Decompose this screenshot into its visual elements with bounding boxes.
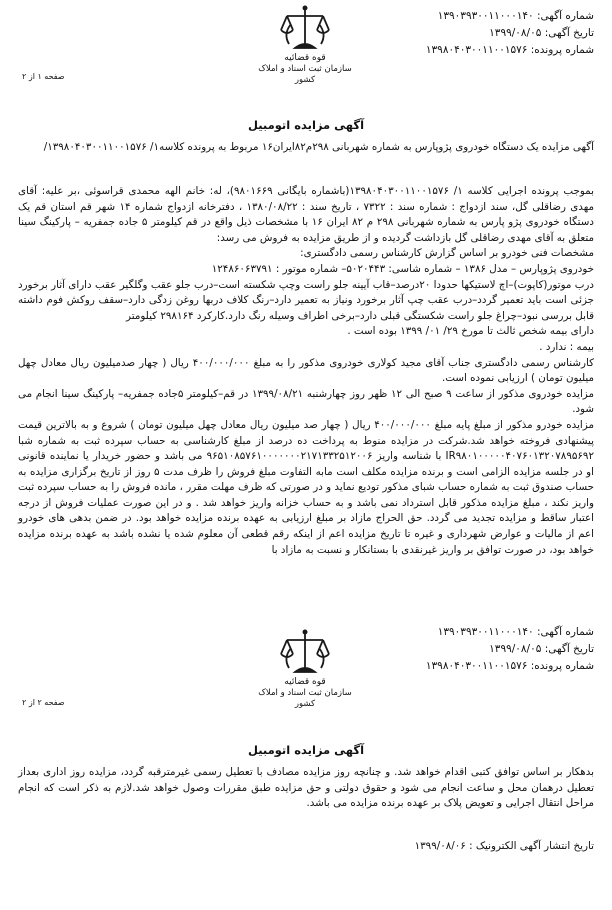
file-number: شماره پرونده: ۱۳۹۸۰۴۰۳۰۰۱۱۰۰۱۵۷۶ [425, 44, 594, 56]
notice-body [18, 765, 594, 812]
paragraph: بیمه : ندارد . [539, 340, 594, 353]
logo-org-bottom: سازمان ثبت اسناد و املاک کشور [258, 688, 352, 709]
paragraph: دارای بیمه شخص ثالث تا مورخ ۲۹/ ۰۱/ ۱۳۹۹ بوده است . [347, 325, 594, 338]
paragraph: مزایده خودرو مذکور از مبلغ پایه مبلغ ۴۰۰/۰۰۰/۰۰۰ ریال ( چهار صد میلیون ریال معادل چهل میلیون تومان ) شروع و به بالاترین قیمت پیشنهادی فروخته خواهد شد.شرکت در مزایده منوط به پرداخت ده درصد از مبلغ کارشناسی به حساب سپرده ثبت به شماره شبا IR۹۸۰۱۰۰۰۰۰۴۰۷۶۰۱۳۲۰۷۸۹۵۶۹۲ با شناسه واریز ۹۶۵۱۰۸۵۷۶۱۰۰۰۰۰۰۰۲۱۷۱۳۳۲۵۱۲۰۰۶ می باشد و حضور خریدار یا نماینده قانونی او در جلسه مزایده الزامی است و برنده مزایده مکلف است مابه التفاوت مبلغ فروش را ظرف مدت ۵ روز از تاریخ برگزاری مزایده به حساب صندوق ثبت به شماره حساب شبای مذکور تودیع نماید و در صورتی که ظرف مهلت مقرر ، مانده فروش را به حساب سپرده ثبت واریز نکند ، مبلغ مزایده مذکور قابل استرداد نمی باشد و به حساب خزانه واریز خواهد شد . و در این صورت عملیات فروش از درجه اعتبار ساقط و مزایده تجدید می گردد. حق الحراج مازاد بر مبلغ ارزیابی به عهده برنده مزایده خواهد بود. در ضمن بدهی های خودرو اعم از مالیات و عوارض شهرداری و غیره تا تاریخ مزایده اعم از اینکه رقم قطعی آن معلوم شده یا نشده باشد به عهده برنده مزایده خواهد بود، در صورت توافق بر واریز غیرنقدی با بستانکار و نسبت به مازاد با [18, 418, 594, 556]
notice-body [18, 184, 594, 558]
notice-number: شماره آگهی: ۱۳۹۰۳۹۳۰۰۱۱۰۰۰۱۴۰ [437, 10, 594, 22]
notice-subtitle [18, 140, 594, 156]
subtitle-text: آگهی مزایده یک دستگاه خودروی پژوپارس به شماره شهربانی ۲۹۸م۸۲ایران۱۶ مربوط به پرونده کلاسه۱/ ۱۳۹۸۰۴۰۳۰۰۱۱۰۰۱۵۷۶/ [43, 141, 594, 153]
notice-title: آگهی مزایده اتومبیل [247, 743, 365, 757]
logo-org-top: قوه قضائیه [284, 677, 326, 687]
notice-meta [426, 8, 594, 59]
notice-page-2 [0, 590, 612, 910]
notice-date: تاریخ آگهی: ۱۳۹۹/۰۸/۰۵ [489, 27, 594, 39]
notice-date: تاریخ آگهی: ۱۳۹۹/۰۸/۰۵ [489, 643, 594, 655]
paragraph: کارشناس رسمی دادگستری جناب آقای مجید کولاری خودروی مذکور را به مبلغ ۴۰۰/۰۰۰/۰۰۰ ریال ( چهار صدمیلیون ریال معادل چهل میلیون تومان ) ارزیابی نموده است. [18, 356, 594, 385]
paragraph: بموجب پرونده اجرایی کلاسه ۱/ ۱۳۹۸۰۴۰۳۰۰۱۱۰۰۱۵۷۶(باشماره بایگانی ۹۸۰۱۶۶۹)، له: خانم الهه محمدی قراسوئی ،بر علیه: آقای مهدی رضاقلی گل، سند ازدواج : شماره سند : ۷۳۲۲ ، تاریخ سند : ۱۳۸۰/۰۸/۲۲ ، دفترخانه ازدواج شماره ۱۴ شهر قم استان قم یک دستگاه خودروی پژو پارس به شماره شهربانی ۲۹۸ م ۸۲ ایران ۱۶ با مشخصات ذیل واقع در قم کیلومتر ۵ جاده جمفریه – پارکینگ سینا متعلق به آقای مهدی رضاقلی گل بازداشت گردیده و از طریق مزایده به فروش می رسد: [18, 185, 595, 244]
notice-title: آگهی مزایده اتومبیل [247, 118, 365, 132]
paragraph: خودروی پژوپارس – مدل ۱۳۸۶ – شماره شاسی: ۵۰۲۰۴۴۳– شماره موتور : ۱۲۴۸۶۰۶۳۷۹۱ [211, 262, 594, 275]
paragraph: مزایده خودروی مذکور از ساعت ۹ صبح الی ۱۲ ظهر روز چهارشنبه ۱۳۹۹/۰۸/۲۱ در قم–کیلومتر ۵جاده جمفریه– پارکینگ سینا انجام می شود. [18, 387, 595, 416]
judiciary-logo [250, 4, 360, 86]
file-number: شماره پرونده: ۱۳۹۸۰۴۰۳۰۰۱۱۰۰۱۵۷۶ [425, 660, 594, 672]
notice-meta [426, 624, 594, 675]
judiciary-logo [250, 628, 360, 710]
scales-of-justice-icon [279, 4, 331, 52]
page-number: صفحه ۲ از ۲ [22, 698, 65, 707]
logo-org-top: قوه قضائیه [284, 53, 326, 63]
paragraph: بدهکار بر اساس توافق کتبی اقدام خواهد شد. و چنانچه روز مزایده مصادف با تعطیل رسمی غیرمترقبه گردد، مزایده روز اداری بعداز تعطیل درهمان محل و ساعت انجام می شود و حقوق دولتی و حق مزایده طبق مقررات وصول خواهد شد.لازم به ذکر است که انجام مراحل انتقال اجرایی و تعویض پلاک بر عهده برنده مزایده می باشد. [18, 766, 594, 810]
publication-date: تاریخ انتشار آگهی الکترونیک : ۱۳۹۹/۰۸/۰۶ [414, 840, 594, 852]
page-number: صفحه ۱ از ۲ [22, 72, 65, 81]
notice-number: شماره آگهی: ۱۳۹۰۳۹۳۰۰۱۱۰۰۰۱۴۰ [437, 626, 594, 638]
paragraph: مشخصات فنی خودرو بر اساس گزارش کارشناس رسمی دادگستری: [300, 247, 594, 260]
paragraph: درب موتور(کاپوت)–اچ لاستیکها حدودا ۲۰درصد–قاب آیینه جلو راست وچپ شکسته است–درب جلو عقب وگلگیر عقب دارای آثار برخورد جزئی است باید تعمیر گردد–درب عقب چپ آثار برخورد ونیاز به تعمیر دارد–رنگ کلاف دربها روغن زدگی دارد–سقف روکش فوم داشته قابل بررسی نبود–چراغ جلو راست شکستگی قبلی دارد–برخی اطراف وسیله رنگ دارد.کارکرد ۲۹۸۱۶۴ کیلومتر [18, 278, 594, 322]
logo-org-bottom: سازمان ثبت اسناد و املاک کشور [258, 64, 352, 85]
scales-of-justice-icon [279, 628, 331, 676]
